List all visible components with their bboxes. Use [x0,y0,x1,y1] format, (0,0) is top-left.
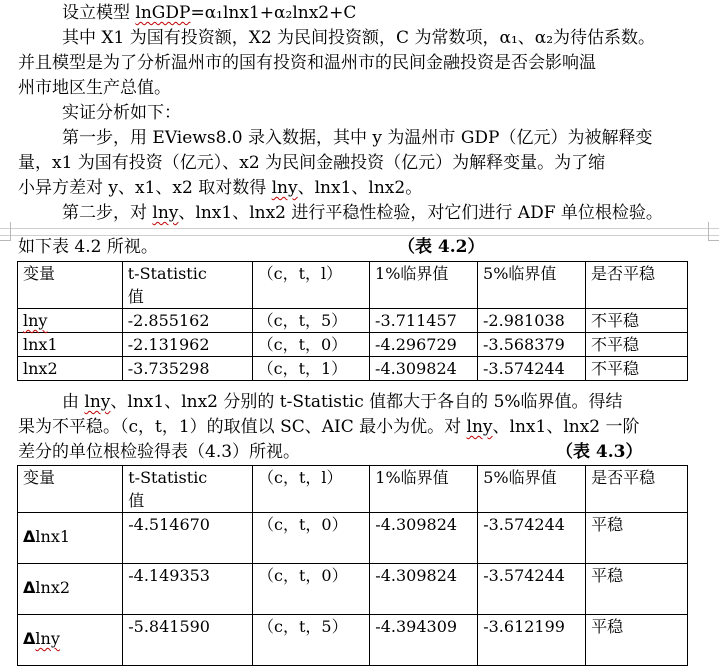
table-row [18,615,688,666]
t-statistic-cell: -3.735298 [122,357,252,381]
critical-1pct-cell: -4.296729 [370,333,478,357]
t-statistic-cell: -4.514670 [123,513,253,564]
variable-cell: lnx1 [18,333,123,357]
para4-line3: 差分的单位根检验得表（4.3）所视。 [18,442,301,462]
header-cell: 是否平稳 [585,262,687,309]
delta-symbol: Δ [23,578,36,597]
table-row [18,564,688,615]
critical-5pct-cell: -3.574244 [478,564,586,615]
t-statistic-cell: -5.841590 [123,615,253,666]
adf-table-differences [17,465,688,666]
model-line: 设立模型 lnGDP=α₁lnx1+α₂lnx2+C [62,3,357,23]
page-corner-mark-right [708,222,719,241]
stationary-cell: 平稳 [586,615,688,666]
header-cell: t-Statistic 值 [123,466,253,513]
critical-5pct-cell: -3.568379 [478,333,586,357]
header-cell: 变量 [18,262,123,309]
table-header-row [18,262,688,309]
step2-line2: 如下表 4.2 所视。 [18,237,158,257]
header-cell: 是否平稳 [586,466,688,513]
variable-cell: Δlnx1 [18,513,123,564]
para2-line3: 州市地区生产总值。 [18,78,171,98]
analysis-heading: 实证分析如下： [62,103,181,123]
table-row [18,309,688,333]
table2-caption: （表 4.3） [556,442,643,462]
critical-5pct-cell: -3.574244 [478,513,586,564]
page-corner-mark-left [0,222,11,241]
table-header-row [18,466,688,513]
t-statistic-cell: -2.855162 [122,309,252,333]
header-cell: （c，t，l） [252,262,369,309]
stationary-cell: 不平稳 [585,309,687,333]
variable-cell: lnx2 [18,357,123,381]
page-break-separator [0,228,719,236]
table-row [18,333,688,357]
stationary-cell: 不平稳 [585,357,687,381]
header-cell: 5%临界值 [478,466,586,513]
step1-line1: 第一步，用 EViews8.0 录入数据，其中 y 为温州市 GDP（亿元）为被解释变 [62,128,653,148]
step2-line1: 第二步，对 lny、lnx1、lnx2 进行平稳性检验，对它们进行 ADF 单位根检验。 [62,203,663,223]
header-cell: 5%临界值 [478,262,586,309]
stationary-cell: 平稳 [586,564,688,615]
ctl-cell: （c，t，5） [252,309,369,333]
ctl-cell: （c，t，5） [253,615,370,666]
t-statistic-cell: -4.149353 [123,564,253,615]
variable-cell: Δlnx2 [18,564,123,615]
table-row [18,357,688,381]
para2-line2: 并且模型是为了分析温州市的国有投资和温州市的民间金融投资是否会影响温 [18,53,596,73]
header-cell: （c，t，l） [253,466,370,513]
delta-symbol: Δ [23,629,36,648]
adf-table-levels [17,261,688,381]
stationary-cell: 平稳 [586,513,688,564]
ctl-cell: （c，t，0） [253,564,370,615]
header-cell: 1%临界值 [370,466,478,513]
header-cell: t-Statistic 值 [122,262,252,309]
critical-1pct-cell: -4.309824 [370,513,478,564]
critical-1pct-cell: -3.711457 [370,309,478,333]
variable-cell: Δlny [18,615,123,666]
ctl-cell: （c，t，0） [253,513,370,564]
variable-cell: lny [18,309,123,333]
para2-line1: 其中 X1 为国有投资额，X2 为民间投资额，C 为常数项，α₁、α₂为待估系数。 [62,28,656,48]
table-row [18,513,688,564]
ctl-cell: （c，t，1） [252,357,369,381]
critical-1pct-cell: -4.309824 [370,564,478,615]
delta-symbol: Δ [23,527,36,546]
step1-line2: 量，x1 为国有投资（亿元）、x2 为民间金融投资（亿元）为解释变量。为了缩 [18,153,606,173]
para4-line1: 由 lny、lnx1、lnx2 分别的 t-Statistic 值都大于各自的 5%临界值。得结 [62,392,623,412]
t-statistic-cell: -2.131962 [122,333,252,357]
critical-1pct-cell: -4.394309 [370,615,478,666]
ctl-cell: （c，t，0） [252,333,369,357]
critical-5pct-cell: -2.981038 [478,309,586,333]
header-cell: 变量 [18,466,123,513]
header-cell: 1%临界值 [370,262,478,309]
table1-caption: （表 4.2） [398,237,485,257]
critical-5pct-cell: -3.612199 [478,615,586,666]
critical-5pct-cell: -3.574244 [478,357,586,381]
para4-line2: 果为不平稳。（c，t，1）的取值以 SC、AIC 最小为优。对 lny、lnx1、lnx2 一阶 [18,417,640,437]
critical-1pct-cell: -4.309824 [370,357,478,381]
step1-line3: 小异方差对 y、x1、x2 取对数得 lny、lnx1、lnx2。 [18,178,423,198]
model-lngdp: lnGDP [135,3,191,23]
stationary-cell: 不平稳 [585,333,687,357]
